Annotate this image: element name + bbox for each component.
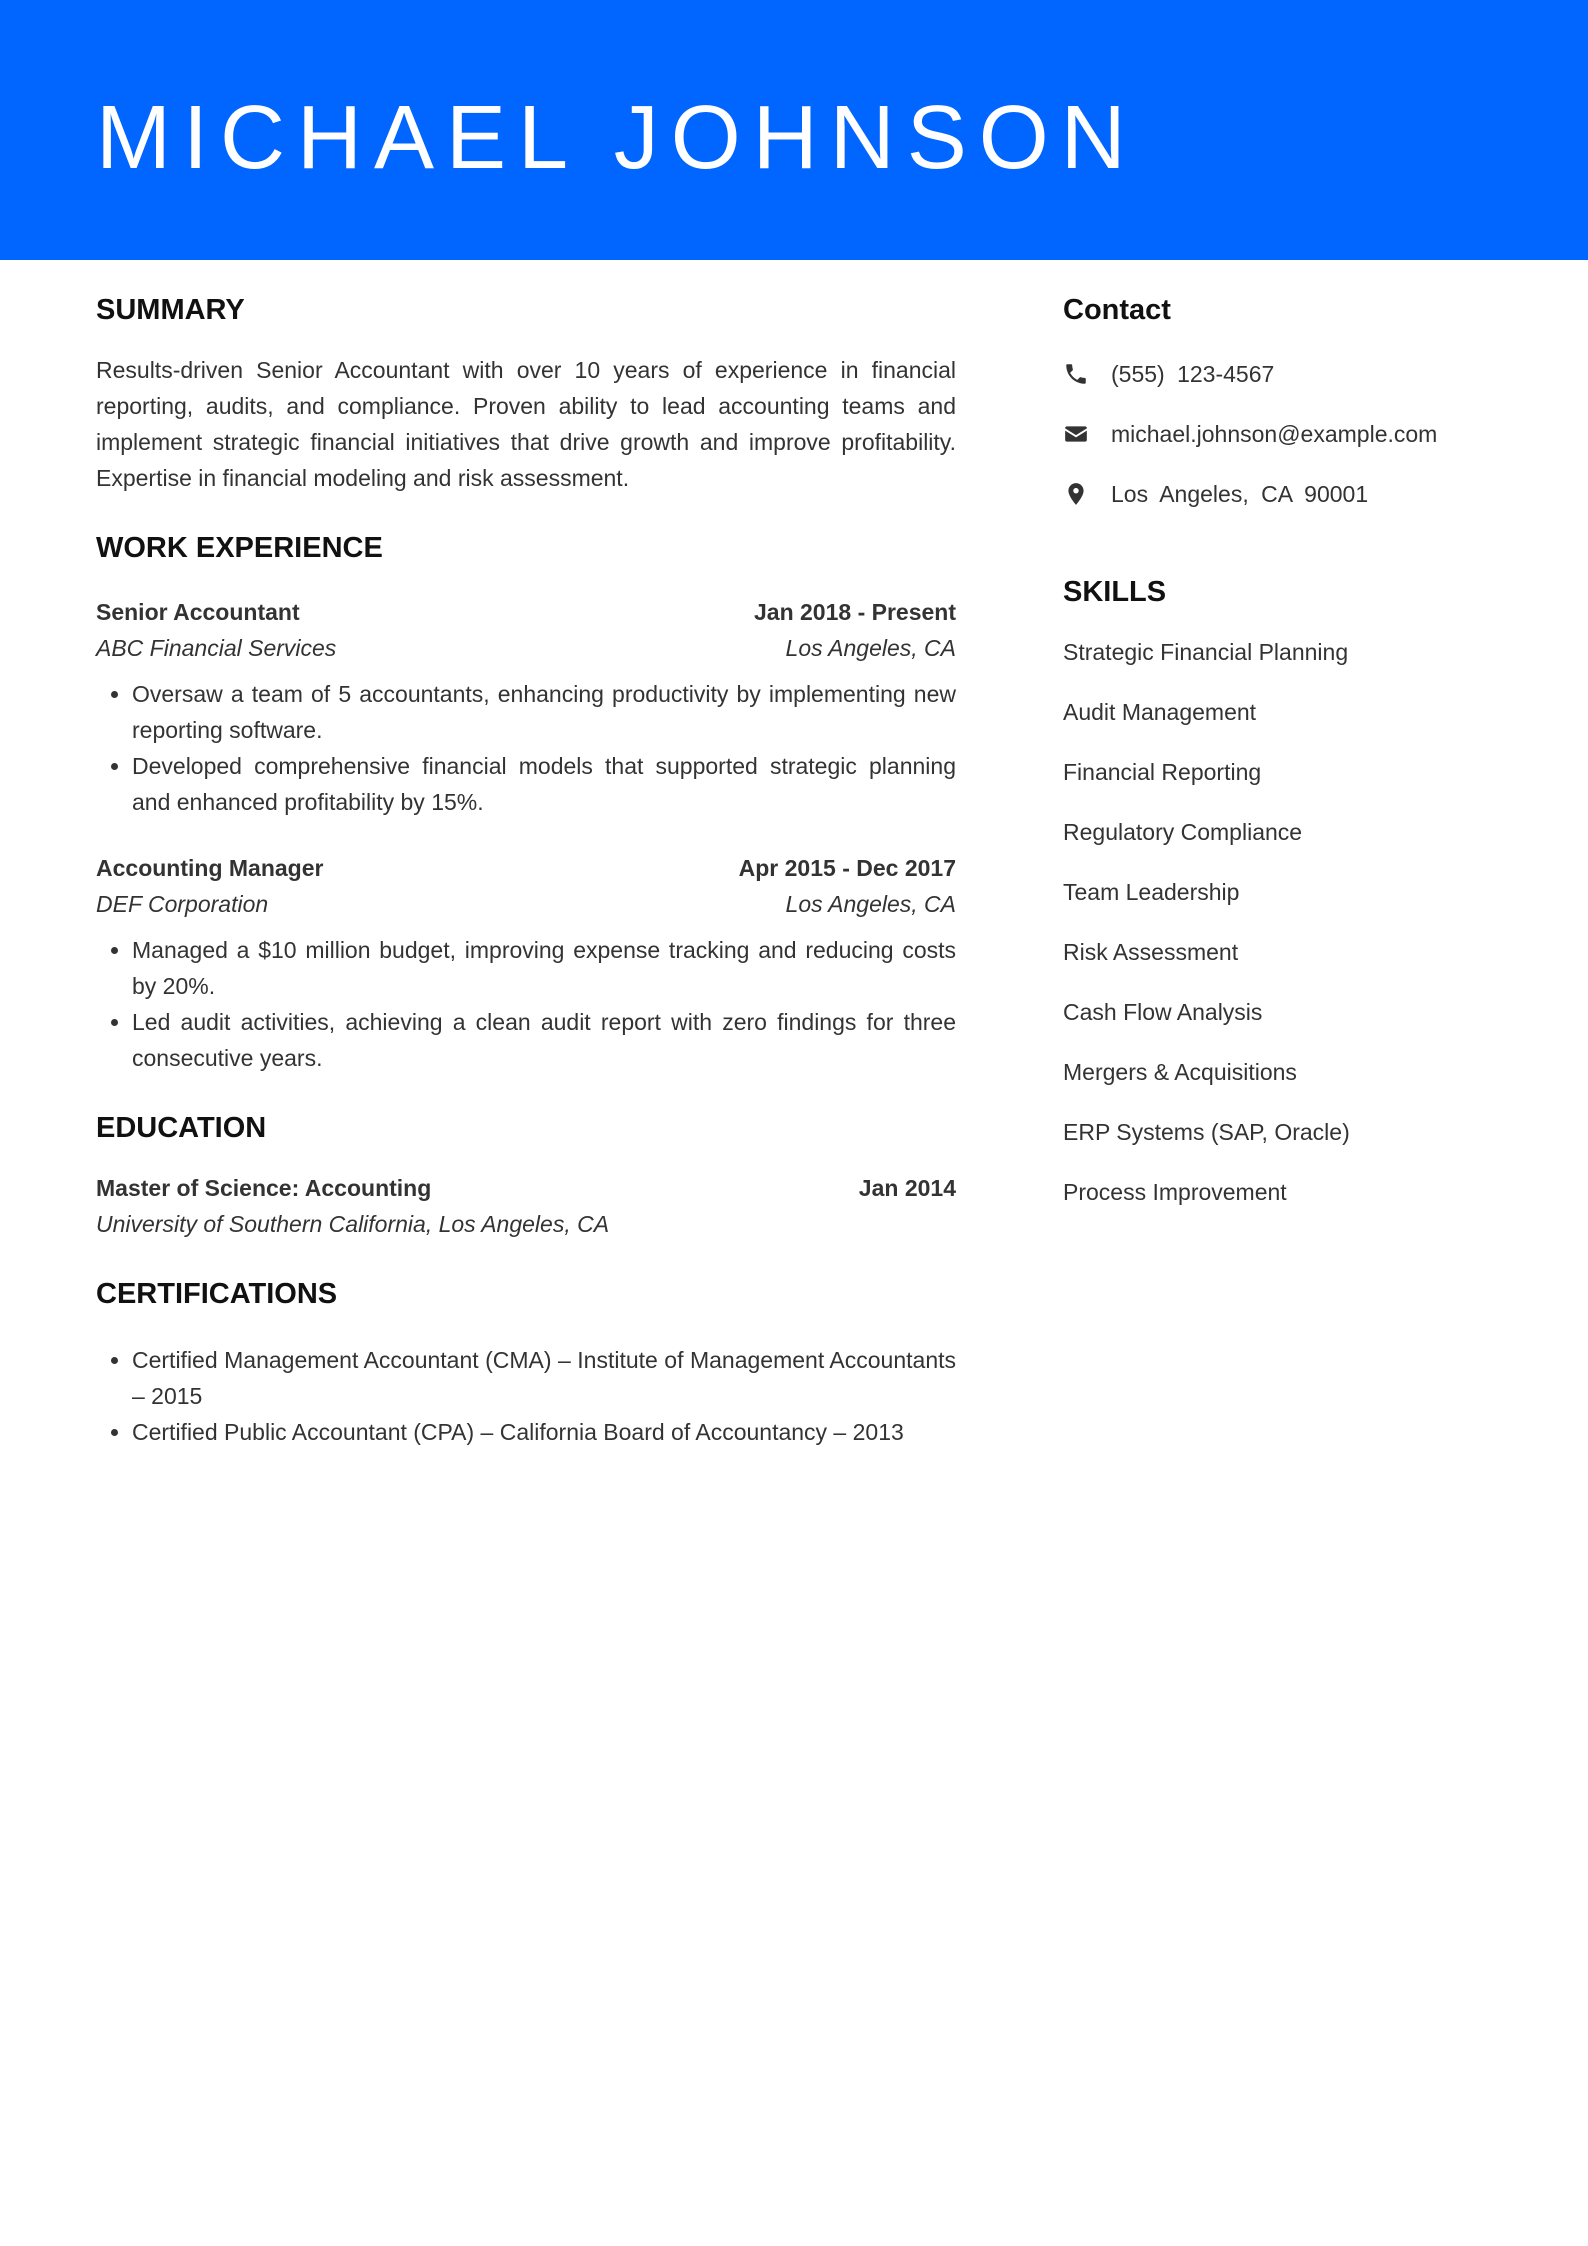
skill-item: Process Improvement xyxy=(1063,1179,1287,1205)
job-bullet: • Oversaw a team of 5 accountants, enhancing productivity by implementing new reporting software. xyxy=(132,676,956,748)
sidebar-column xyxy=(1063,290,1503,1234)
phone-icon xyxy=(1063,361,1089,387)
skills-heading: SKILLS xyxy=(1063,576,1167,608)
degree: Master of Science: Accounting xyxy=(96,1175,432,1201)
candidate-name: MICHAEL JOHNSON xyxy=(96,88,1138,188)
main-column xyxy=(96,290,956,1450)
job-dates: Apr 2015 - Dec 2017 xyxy=(738,855,956,881)
skill-item: Cash Flow Analysis xyxy=(1063,999,1263,1025)
contact-location xyxy=(1063,476,1503,512)
job-title: Senior Accountant xyxy=(96,599,300,625)
skills-list xyxy=(1063,634,1503,1210)
skills-section xyxy=(1063,572,1503,1210)
job-dates: Jan 2018 - Present xyxy=(753,599,956,625)
job-company: DEF Corporation xyxy=(96,891,269,917)
job-bullet: • Managed a $10 million budget, improving expense tracking and reducing costs by 20%. xyxy=(132,932,956,1004)
envelope-icon xyxy=(1063,421,1089,447)
location-text: Los Angeles, CA 90001 xyxy=(1111,481,1369,507)
skill-item: Mergers & Acquisitions xyxy=(1063,1059,1297,1085)
skill-item: Financial Reporting xyxy=(1063,759,1262,785)
job-company: ABC Financial Services xyxy=(96,635,337,661)
contact-phone xyxy=(1063,356,1503,392)
certifications-section xyxy=(96,1274,956,1450)
header-banner xyxy=(0,0,1588,260)
contact-heading: Contact xyxy=(1063,294,1171,326)
job-entry xyxy=(96,850,956,1076)
skill-item: Strategic Financial Planning xyxy=(1063,639,1349,665)
contact-email xyxy=(1063,416,1503,452)
job-bullet: • Led audit activities, achieving a clean audit report with zero findings for three consecutive years. xyxy=(132,1004,956,1076)
education-section xyxy=(96,1108,956,1242)
skill-item: Audit Management xyxy=(1063,699,1257,725)
map-marker-icon xyxy=(1063,481,1089,507)
job-location: Los Angeles, CA xyxy=(785,635,956,661)
skill-item: Team Leadership xyxy=(1063,879,1240,905)
certification-item: • Certified Public Accountant (CPA) – California Board of Accountancy – 2013 xyxy=(132,1414,956,1450)
certifications-heading: CERTIFICATIONS xyxy=(96,1278,338,1310)
job-title: Accounting Manager xyxy=(96,855,324,881)
education-heading: EDUCATION xyxy=(96,1112,267,1144)
job-location: Los Angeles, CA xyxy=(785,891,956,917)
summary-section xyxy=(96,290,956,496)
job-entry xyxy=(96,594,956,820)
job-bullet: • Developed comprehensive financial models that supported strategic planning and enhanced profitability by 15%. xyxy=(132,748,956,820)
phone-text: (555) 123-4567 xyxy=(1111,361,1275,387)
experience-heading: WORK EXPERIENCE xyxy=(96,532,383,564)
skill-item: Risk Assessment xyxy=(1063,939,1239,965)
school: University of Southern California, Los Angeles, CA xyxy=(96,1211,610,1237)
contact-section xyxy=(1063,290,1503,512)
summary-heading: SUMMARY xyxy=(96,294,245,326)
email-text: michael.johnson@example.com xyxy=(1111,421,1438,447)
degree-date: Jan 2014 xyxy=(858,1175,956,1201)
skill-item: Regulatory Compliance xyxy=(1063,819,1303,845)
skill-item: ERP Systems (SAP, Oracle) xyxy=(1063,1119,1350,1145)
summary-text: Results-driven Senior Accountant with over 10 years of experience in financial reporting, audits, and compliance. Proven ability to lead accounting teams and implement strategic financial initiatives that drive growth and improve profitability. Expertise in financial modeling and risk assessment. xyxy=(96,357,956,491)
job-bullets xyxy=(96,676,956,820)
job-bullets xyxy=(96,932,956,1076)
certification-item: • Certified Management Accountant (CMA) – Institute of Management Accountants – 2015 xyxy=(132,1342,956,1414)
certifications-list xyxy=(96,1342,956,1450)
experience-section xyxy=(96,528,956,1076)
